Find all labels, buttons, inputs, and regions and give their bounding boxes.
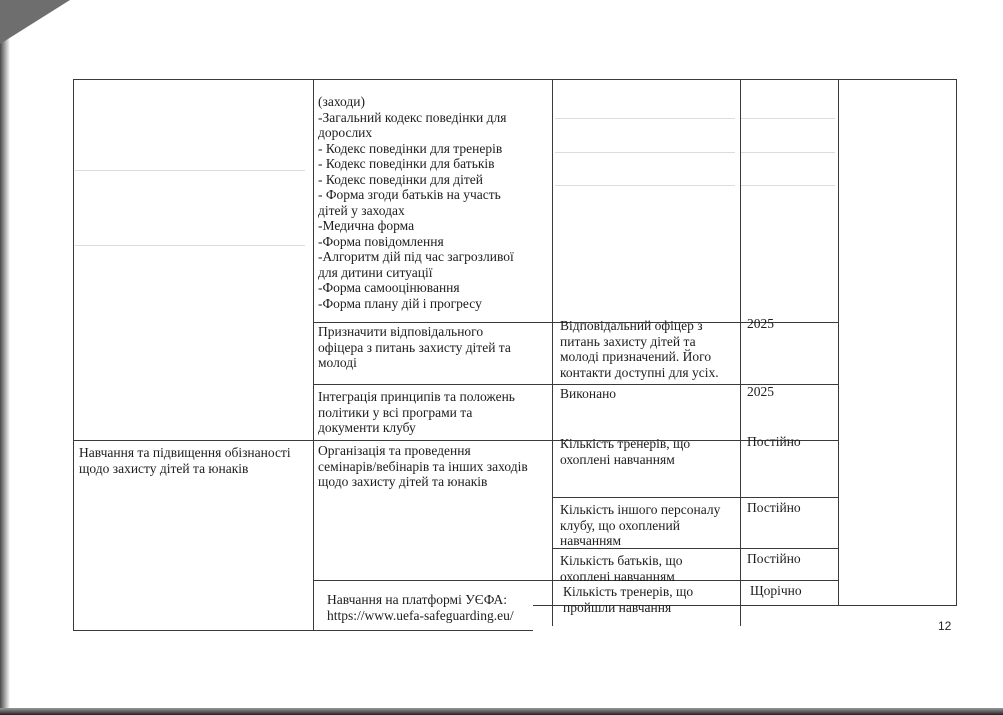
col-sep-1 <box>313 79 314 631</box>
scan-shadow-left <box>0 0 10 715</box>
cell-integration-result: Виконано <box>560 386 617 401</box>
col-sep-4 <box>838 79 839 605</box>
cell-appoint-officer-task: Призначити відповідального офіцера з питань захисту дітей та молоді <box>318 324 511 370</box>
folded-corner <box>0 0 70 44</box>
cell-uefa-coaches-passed: Кількість тренерів, що пройшли навчання <box>563 584 694 615</box>
cell-staff-trained: Кількість іншого персоналу клубу, що охоплений навчанням <box>560 502 721 548</box>
cell-coaches-trained-term: Постійно <box>747 434 801 449</box>
col-sep-2 <box>552 79 553 626</box>
cell-documents-list: (заходи) -Загальний кодекс поведінки для дорослих - Кодекс поведінки для тренерів - Кодекс поведінки для батьків - Кодекс поведінки для дітей - Форма згоди батьків на участь дітей у заходах -Медична форма -Форма повідомлення -Алгоритм дій під час загрозливої для дитини ситуації -Форма самооцінювання -Форма плану дій і прогресу <box>318 94 514 311</box>
scan-shadow-bottom <box>0 708 1003 715</box>
cell-coaches-trained: Кількість тренерів, що охоплені навчанням <box>560 436 691 467</box>
cell-integration-task: Інтеграція принципів та положень політики у всі програми та документи клубу <box>318 389 515 435</box>
cell-training-direction: Навчання та підвищення обізнаності щодо захисту дітей та юнаків <box>79 445 291 476</box>
cell-parents-trained: Кількість батьків, що охоплені навчанням <box>560 553 683 584</box>
cell-uefa-term: Щорічно <box>750 583 802 598</box>
table-border-bottom <box>73 630 533 631</box>
table-border-top <box>73 79 957 80</box>
cell-integration-term: 2025 <box>747 384 774 399</box>
cell-staff-trained-term: Постійно <box>747 500 801 515</box>
cell-appoint-officer-result: Відповідальний офіцер з питань захисту дітей та молоді призначений. Його контакти доступні для усіх. <box>560 318 719 380</box>
page-number: 12 <box>938 619 952 633</box>
table-border-right <box>956 79 957 605</box>
table-border-left <box>73 79 74 631</box>
row-sep-3 <box>73 440 839 441</box>
row-sep-4 <box>552 497 839 498</box>
cell-parents-trained-term: Постійно <box>747 551 801 566</box>
cell-seminars-task: Організація та проведення семінарів/вебінарів та інших заходів щодо захисту дітей та юнаків <box>318 443 528 489</box>
cell-appoint-officer-term: 2025 <box>747 316 774 331</box>
cell-uefa-platform-task: Навчання на платформі УЄФА: https://www.uefa-safeguarding.eu/ <box>327 592 514 623</box>
col-sep-3 <box>740 79 741 626</box>
